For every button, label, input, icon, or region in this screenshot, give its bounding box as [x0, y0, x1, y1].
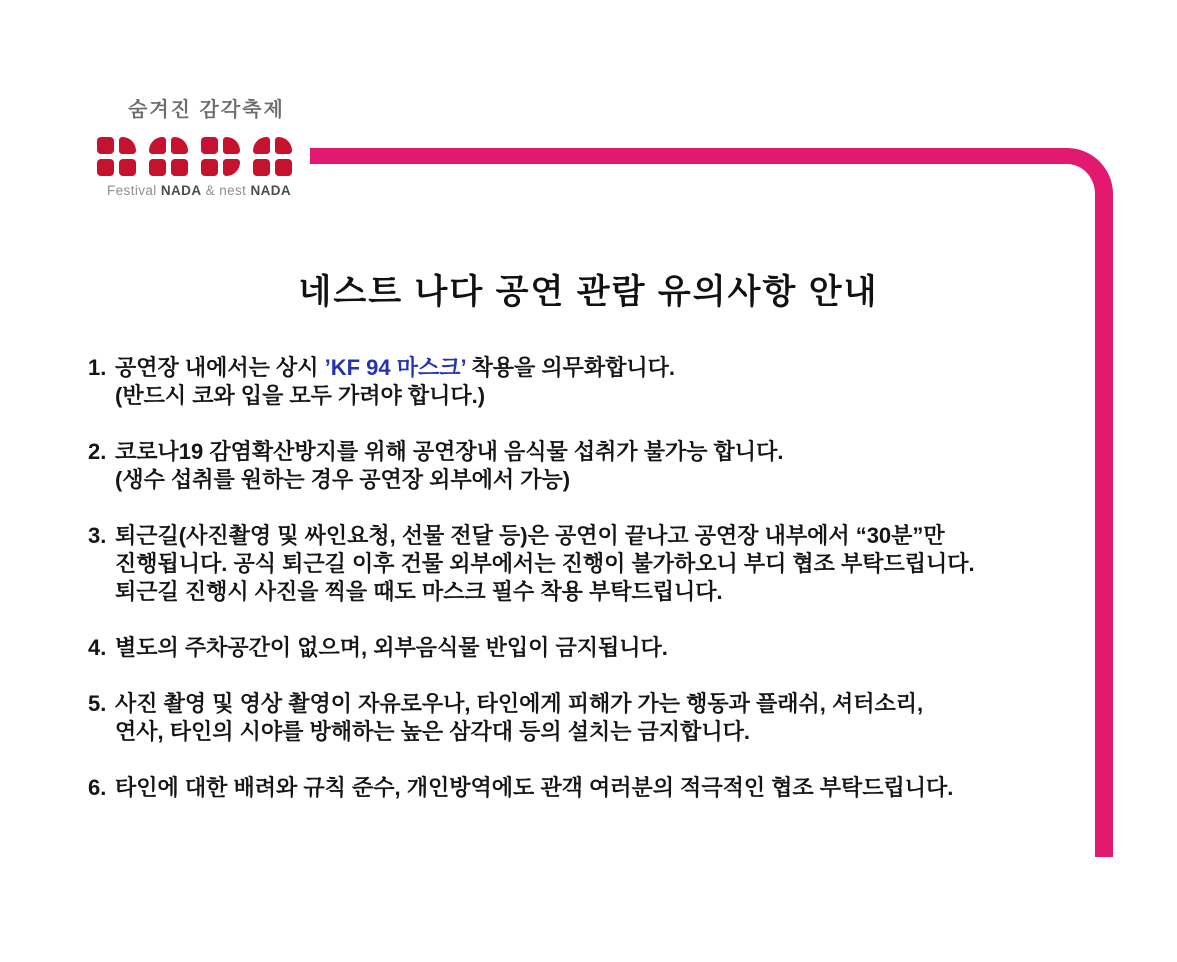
logo-letter-a1	[149, 137, 188, 176]
notice-item-6	[88, 774, 1108, 802]
notice-item-5	[88, 690, 1108, 746]
notice-item-4	[88, 634, 1108, 662]
item-number: 5.	[88, 691, 107, 716]
item-highlight-kf94: ’KF 94 마스크’	[324, 355, 467, 380]
notice-item-1	[88, 354, 1108, 410]
item-body	[115, 690, 1108, 746]
item-number: 6.	[88, 775, 107, 800]
caption-prefix: Festival	[107, 183, 161, 198]
page-title: 네스트 나다 공연 관람 유의사항 안내	[298, 273, 879, 311]
nada-logo-mark-icon	[97, 137, 292, 176]
logo-letter-n	[97, 137, 136, 176]
item-number: 3.	[88, 523, 107, 548]
item-line: 타인에 대한 배려와 규칙 준수, 개인방역에도 관객 여러분의 적극적인 협조 부탁드립니다.	[115, 775, 954, 800]
logo-caption	[107, 183, 292, 198]
logo-letter-a2	[253, 137, 292, 176]
item-number: 2.	[88, 439, 107, 464]
item-body	[115, 774, 1108, 802]
item-line: 진행됩니다. 공식 퇴근길 이후 건물 외부에서는 진행이 불가하오니 부디 협조 부탁드립니다.	[115, 551, 975, 576]
item-line: (생수 섭취를 원하는 경우 공연장 외부에서 가능)	[115, 467, 571, 492]
item-line: 별도의 주차공간이 없으며, 외부음식물 반입이 금지됩니다.	[115, 635, 668, 660]
item-body	[115, 438, 1108, 494]
item-body	[115, 522, 1108, 606]
item-line	[115, 354, 1108, 382]
logo-letter-d	[201, 137, 240, 176]
item-line: (반드시 코와 입을 모두 가려야 합니다.)	[115, 383, 486, 408]
item-line: 코로나19 감염확산방지를 위해 공연장내 음식물 섭취가 불가능 합니다.	[115, 439, 784, 464]
item-line: 사진 촬영 및 영상 촬영이 자유로우나, 타인에게 피해가 가는 행동과 플래쉬, 셔터소리,	[115, 691, 924, 716]
item-line: 퇴근길 진행시 사진을 찍을 때도 마스크 필수 착용 부탁드립니다.	[115, 579, 723, 604]
item-text-segment: 착용을 의무화합니다.	[466, 355, 676, 380]
notice-item-2	[88, 438, 1108, 494]
item-body	[115, 634, 1108, 662]
logo-tagline: 숨겨진 감각축제	[128, 99, 285, 121]
item-line: 연사, 타인의 시야를 방해하는 높은 삼각대 등의 설치는 금지합니다.	[115, 719, 750, 744]
item-number: 4.	[88, 635, 107, 660]
item-number: 1.	[88, 355, 107, 380]
notice-list	[88, 354, 1108, 830]
item-text-segment: 공연장 내에서는 상시	[115, 355, 325, 380]
item-body	[115, 354, 1108, 410]
notice-item-3	[88, 522, 1108, 606]
caption-nada-2: NADA	[250, 183, 292, 198]
item-line: 퇴근길(사진촬영 및 싸인요청, 선물 전달 등)은 공연이 끝나고 공연장 내부에서 “30분”만	[115, 523, 945, 548]
nada-logo	[97, 93, 292, 198]
caption-middle: & nest	[201, 183, 251, 198]
caption-nada-1: NADA	[160, 183, 202, 198]
